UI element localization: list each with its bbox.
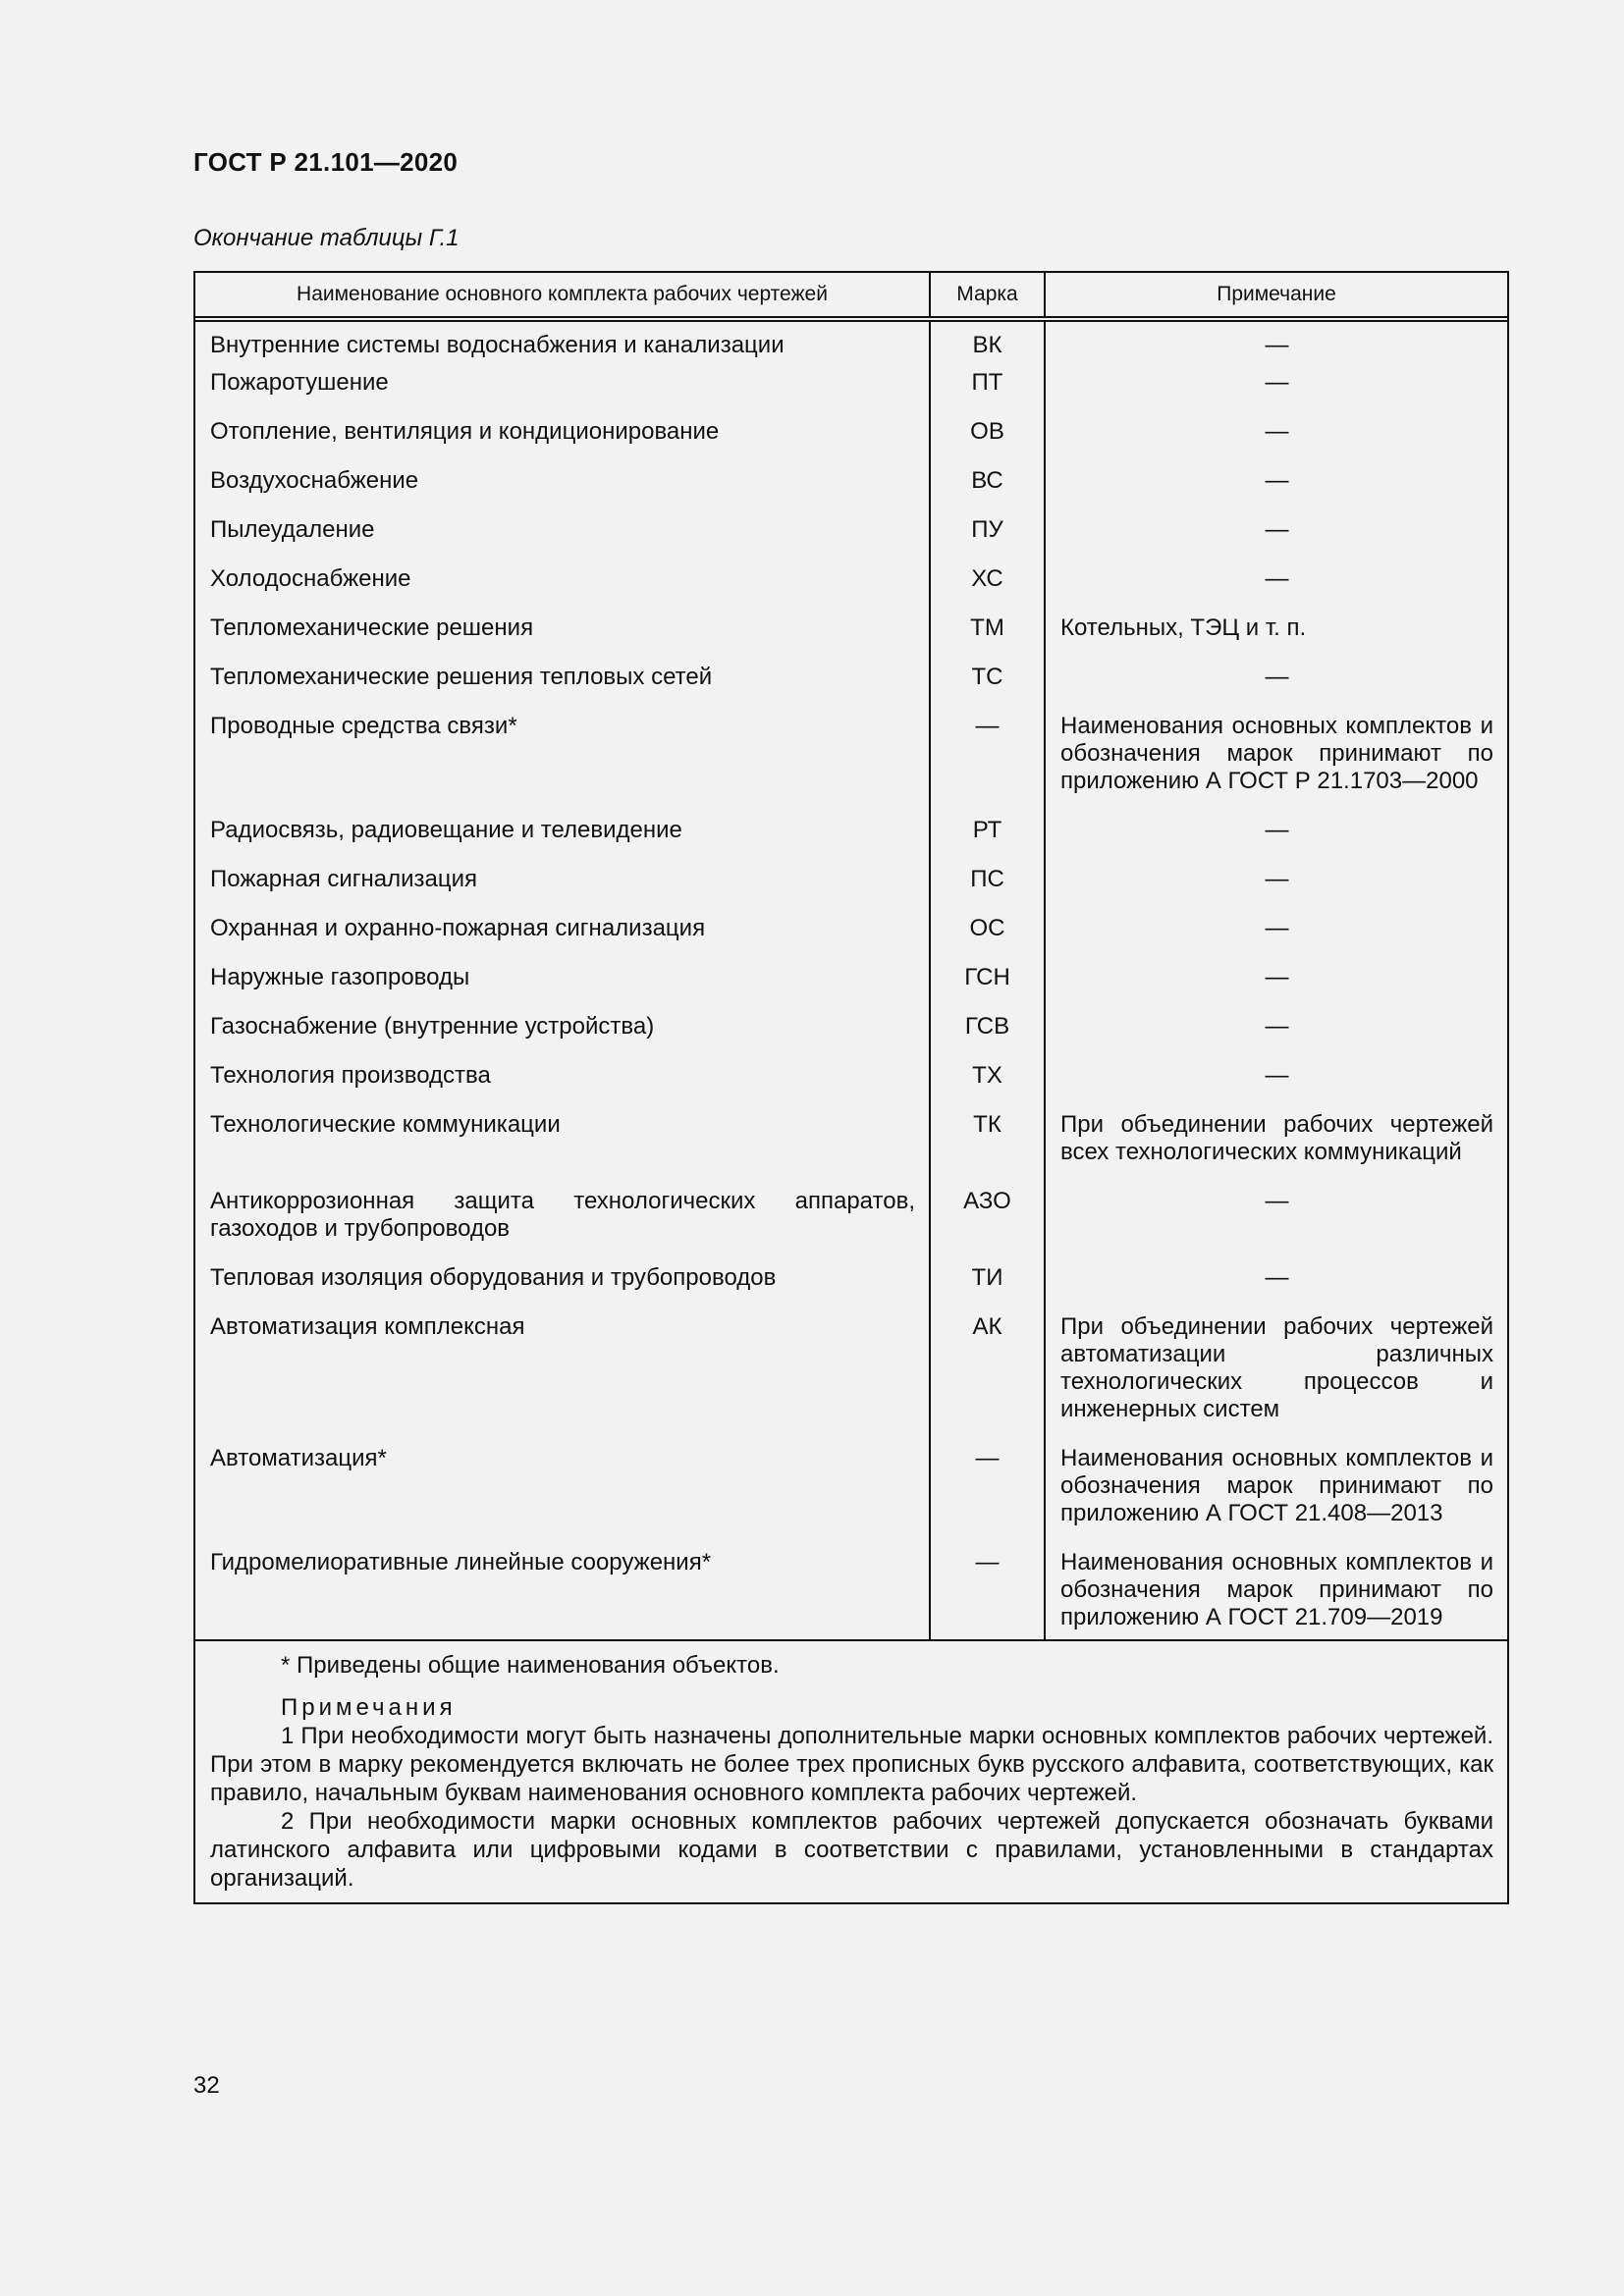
row-mark: ОВ: [930, 418, 1045, 467]
row-name: Антикоррозионная защита технологических аппаратов, газоходов и трубопроводов: [210, 1188, 915, 1242]
row-note: —: [1045, 565, 1507, 614]
table-notes: [195, 1639, 1507, 1902]
row-mark: АЗО: [930, 1188, 1045, 1264]
column-header-note: Примечание: [1045, 273, 1507, 319]
row-mark: АК: [930, 1313, 1045, 1445]
row-name: Проводные средства связи*: [210, 713, 517, 739]
row-mark: ОС: [930, 915, 1045, 964]
row-note: При объединении рабочих чертежей всех технологических коммуникаций: [1045, 1111, 1507, 1188]
row-note: Наименования основных комплектов и обозначения марок принимают по приложению А ГОСТ 21.709—2019: [1045, 1549, 1507, 1639]
row-mark: ПУ: [930, 516, 1045, 565]
page-number: 32: [193, 2072, 220, 2099]
table-row: [195, 915, 1507, 964]
table-row: [195, 1062, 1507, 1111]
row-mark: —: [930, 713, 1045, 817]
table-row: [195, 418, 1507, 467]
table-row: [195, 369, 1507, 418]
row-name: Холодоснабжение: [210, 565, 411, 592]
table-row: [195, 1111, 1507, 1188]
note-item: 2 При необходимости марки основных комплектов рабочих чертежей допускается обозначать буквами латинского алфавита или цифровыми кодами в соответствии с правилами, установленными в стандартах организаций.: [210, 1808, 1493, 1892]
table-row: [195, 1264, 1507, 1313]
row-mark: ВК: [930, 319, 1045, 369]
row-note: —: [1045, 319, 1507, 369]
notes-title: Примечания: [281, 1694, 457, 1721]
table-row: [195, 817, 1507, 866]
row-name: Воздухоснабжение: [210, 467, 419, 494]
table-row: [195, 614, 1507, 664]
row-note: —: [1045, 964, 1507, 1013]
row-note: —: [1045, 866, 1507, 915]
column-header-mark: Марка: [930, 273, 1045, 319]
row-note: При объединении рабочих чертежей автоматизации различных технологических процессов и инженерных систем: [1045, 1313, 1507, 1445]
row-mark: ГСН: [930, 964, 1045, 1013]
row-mark: ВС: [930, 467, 1045, 516]
row-name: Пылеудаление: [210, 516, 375, 543]
table-row: [195, 516, 1507, 565]
row-name: Отопление, вентиляция и кондиционирование: [210, 418, 720, 445]
column-header-name: Наименование основного комплекта рабочих чертежей: [195, 273, 930, 319]
table-header-row: [195, 273, 1507, 319]
row-name: Наружные газопроводы: [210, 964, 470, 990]
table-row: [195, 1313, 1507, 1445]
row-name: Пожаротушение: [210, 369, 389, 396]
table-row: [195, 964, 1507, 1013]
table-footnote: * Приведены общие наименования объектов.: [281, 1652, 780, 1679]
marks-table: [193, 271, 1509, 1904]
table-row: [195, 1549, 1507, 1639]
note-item: 1 При необходимости могут быть назначены дополнительные марки основных комплектов рабочих чертежей. При этом в марку рекомендуется включать не более трех прописных букв русского алфавита, соответствующих, как правило, начальным буквам наименования основного комплекта рабочих чертежей.: [210, 1723, 1493, 1806]
row-mark: —: [930, 1549, 1045, 1639]
row-mark: ТК: [930, 1111, 1045, 1188]
row-mark: ПС: [930, 866, 1045, 915]
row-name: Радиосвязь, радиовещание и телевидение: [210, 817, 682, 843]
table-row: [195, 713, 1507, 817]
row-note: —: [1045, 1062, 1507, 1111]
row-note: Котельных, ТЭЦ и т. п.: [1045, 614, 1507, 664]
table-row: [195, 866, 1507, 915]
table-row: [195, 319, 1507, 369]
row-name: Газоснабжение (внутренние устройства): [210, 1013, 655, 1040]
row-mark: ХС: [930, 565, 1045, 614]
table-row: [195, 467, 1507, 516]
row-name: Технологические коммуникации: [210, 1111, 561, 1138]
row-name: Автоматизация*: [210, 1445, 387, 1471]
row-note: —: [1045, 1188, 1507, 1264]
document-code: ГОСТ Р 21.101—2020: [193, 147, 459, 177]
row-name: Пожарная сигнализация: [210, 866, 478, 892]
row-note: —: [1045, 467, 1507, 516]
row-mark: ГСВ: [930, 1013, 1045, 1062]
row-mark: ТХ: [930, 1062, 1045, 1111]
row-mark: ТС: [930, 664, 1045, 713]
row-note: —: [1045, 1013, 1507, 1062]
row-note: —: [1045, 817, 1507, 866]
table-row: [195, 1013, 1507, 1062]
table-row: [195, 1445, 1507, 1549]
row-mark: —: [930, 1445, 1045, 1549]
table-row: [195, 664, 1507, 713]
row-note: —: [1045, 1264, 1507, 1313]
row-name: Охранная и охранно-пожарная сигнализация: [210, 915, 706, 941]
row-name: Внутренние системы водоснабжения и канализации: [210, 332, 785, 358]
row-note: Наименования основных комплектов и обозначения марок принимают по приложению А ГОСТ Р 21.1703—2000: [1045, 713, 1507, 817]
row-name: Тепломеханические решения тепловых сетей: [210, 664, 713, 690]
row-note: —: [1045, 516, 1507, 565]
row-name: Технология производства: [210, 1062, 491, 1089]
row-name: Тепломеханические решения: [210, 614, 534, 641]
row-name: Автоматизация комплексная: [210, 1313, 525, 1340]
row-note: —: [1045, 664, 1507, 713]
row-mark: РТ: [930, 817, 1045, 866]
table-row: [195, 1188, 1507, 1264]
table-caption: Окончание таблицы Г.1: [193, 225, 460, 251]
row-note: —: [1045, 915, 1507, 964]
row-name: Тепловая изоляция оборудования и трубопроводов: [210, 1264, 777, 1291]
row-mark: ТИ: [930, 1264, 1045, 1313]
row-name: Гидромелиоративные линейные сооружения*: [210, 1549, 712, 1575]
row-note: —: [1045, 418, 1507, 467]
row-mark: ТМ: [930, 614, 1045, 664]
row-note: —: [1045, 369, 1507, 418]
row-mark: ПТ: [930, 369, 1045, 418]
table-row: [195, 565, 1507, 614]
row-note: Наименования основных комплектов и обозначения марок принимают по приложению А ГОСТ 21.408—2013: [1045, 1445, 1507, 1549]
